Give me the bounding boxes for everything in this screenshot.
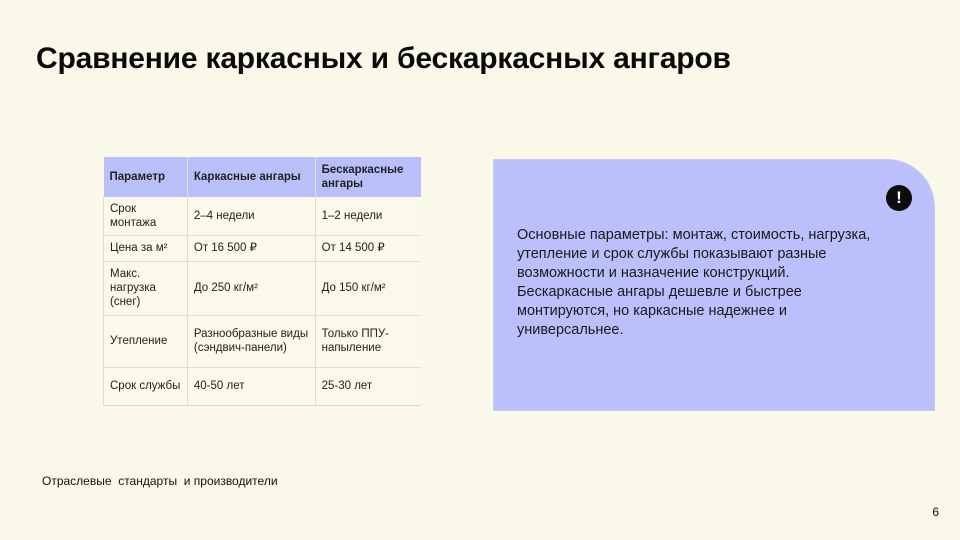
column-header-parameter: Параметр [104,157,188,197]
table-cell: Утепление [104,315,188,367]
table-cell: Только ППУ-напыление [315,315,421,367]
table-cell: До 150 кг/м² [315,261,421,315]
table-cell: До 250 кг/м² [187,261,315,315]
table-cell: 2–4 недели [187,197,315,235]
table-cell: Цена за м² [104,235,188,261]
table-cell: 1–2 недели [315,197,421,235]
table-cell: Срок монтажа [104,197,188,235]
table-row [104,197,422,235]
source-note: Отраслевые стандарты и производители [42,474,278,488]
table-cell: 40-50 лет [187,367,315,405]
table-cell: Разнообразные виды (сэндвич-панели) [187,315,315,367]
column-header-frameless-hangars: Бескаркасные ангары [315,157,421,197]
info-callout [493,159,935,411]
exclamation-icon: ! [886,185,912,211]
info-text [517,226,887,340]
table-header-row [104,157,422,197]
table-row [104,235,422,261]
table-cell: Срок службы [104,367,188,405]
table-cell: Макс. нагрузка (снег) [104,261,188,315]
table-row [104,367,422,405]
table-cell: От 14 500 ₽ [315,235,421,261]
column-header-frame-hangars: Каркасные ангары [187,157,315,197]
table-cell: 25-30 лет [315,367,421,405]
table-cell: От 16 500 ₽ [187,235,315,261]
table-row [104,261,422,315]
info-paragraph: Бескаркасные ангары дешевле и быстрее монтируются, но каркасные надежнее и универсальнее. [517,284,802,338]
slide-title: Сравнение каркасных и бескаркасных ангаров [36,42,731,75]
page-number: 6 [932,505,939,519]
table-row [104,315,422,367]
info-paragraph: Основные параметры: монтаж, стоимость, нагрузка, утепление и срок службы показывают разные возможности и назначение конструкций. [517,227,871,281]
comparison-table [103,157,421,406]
